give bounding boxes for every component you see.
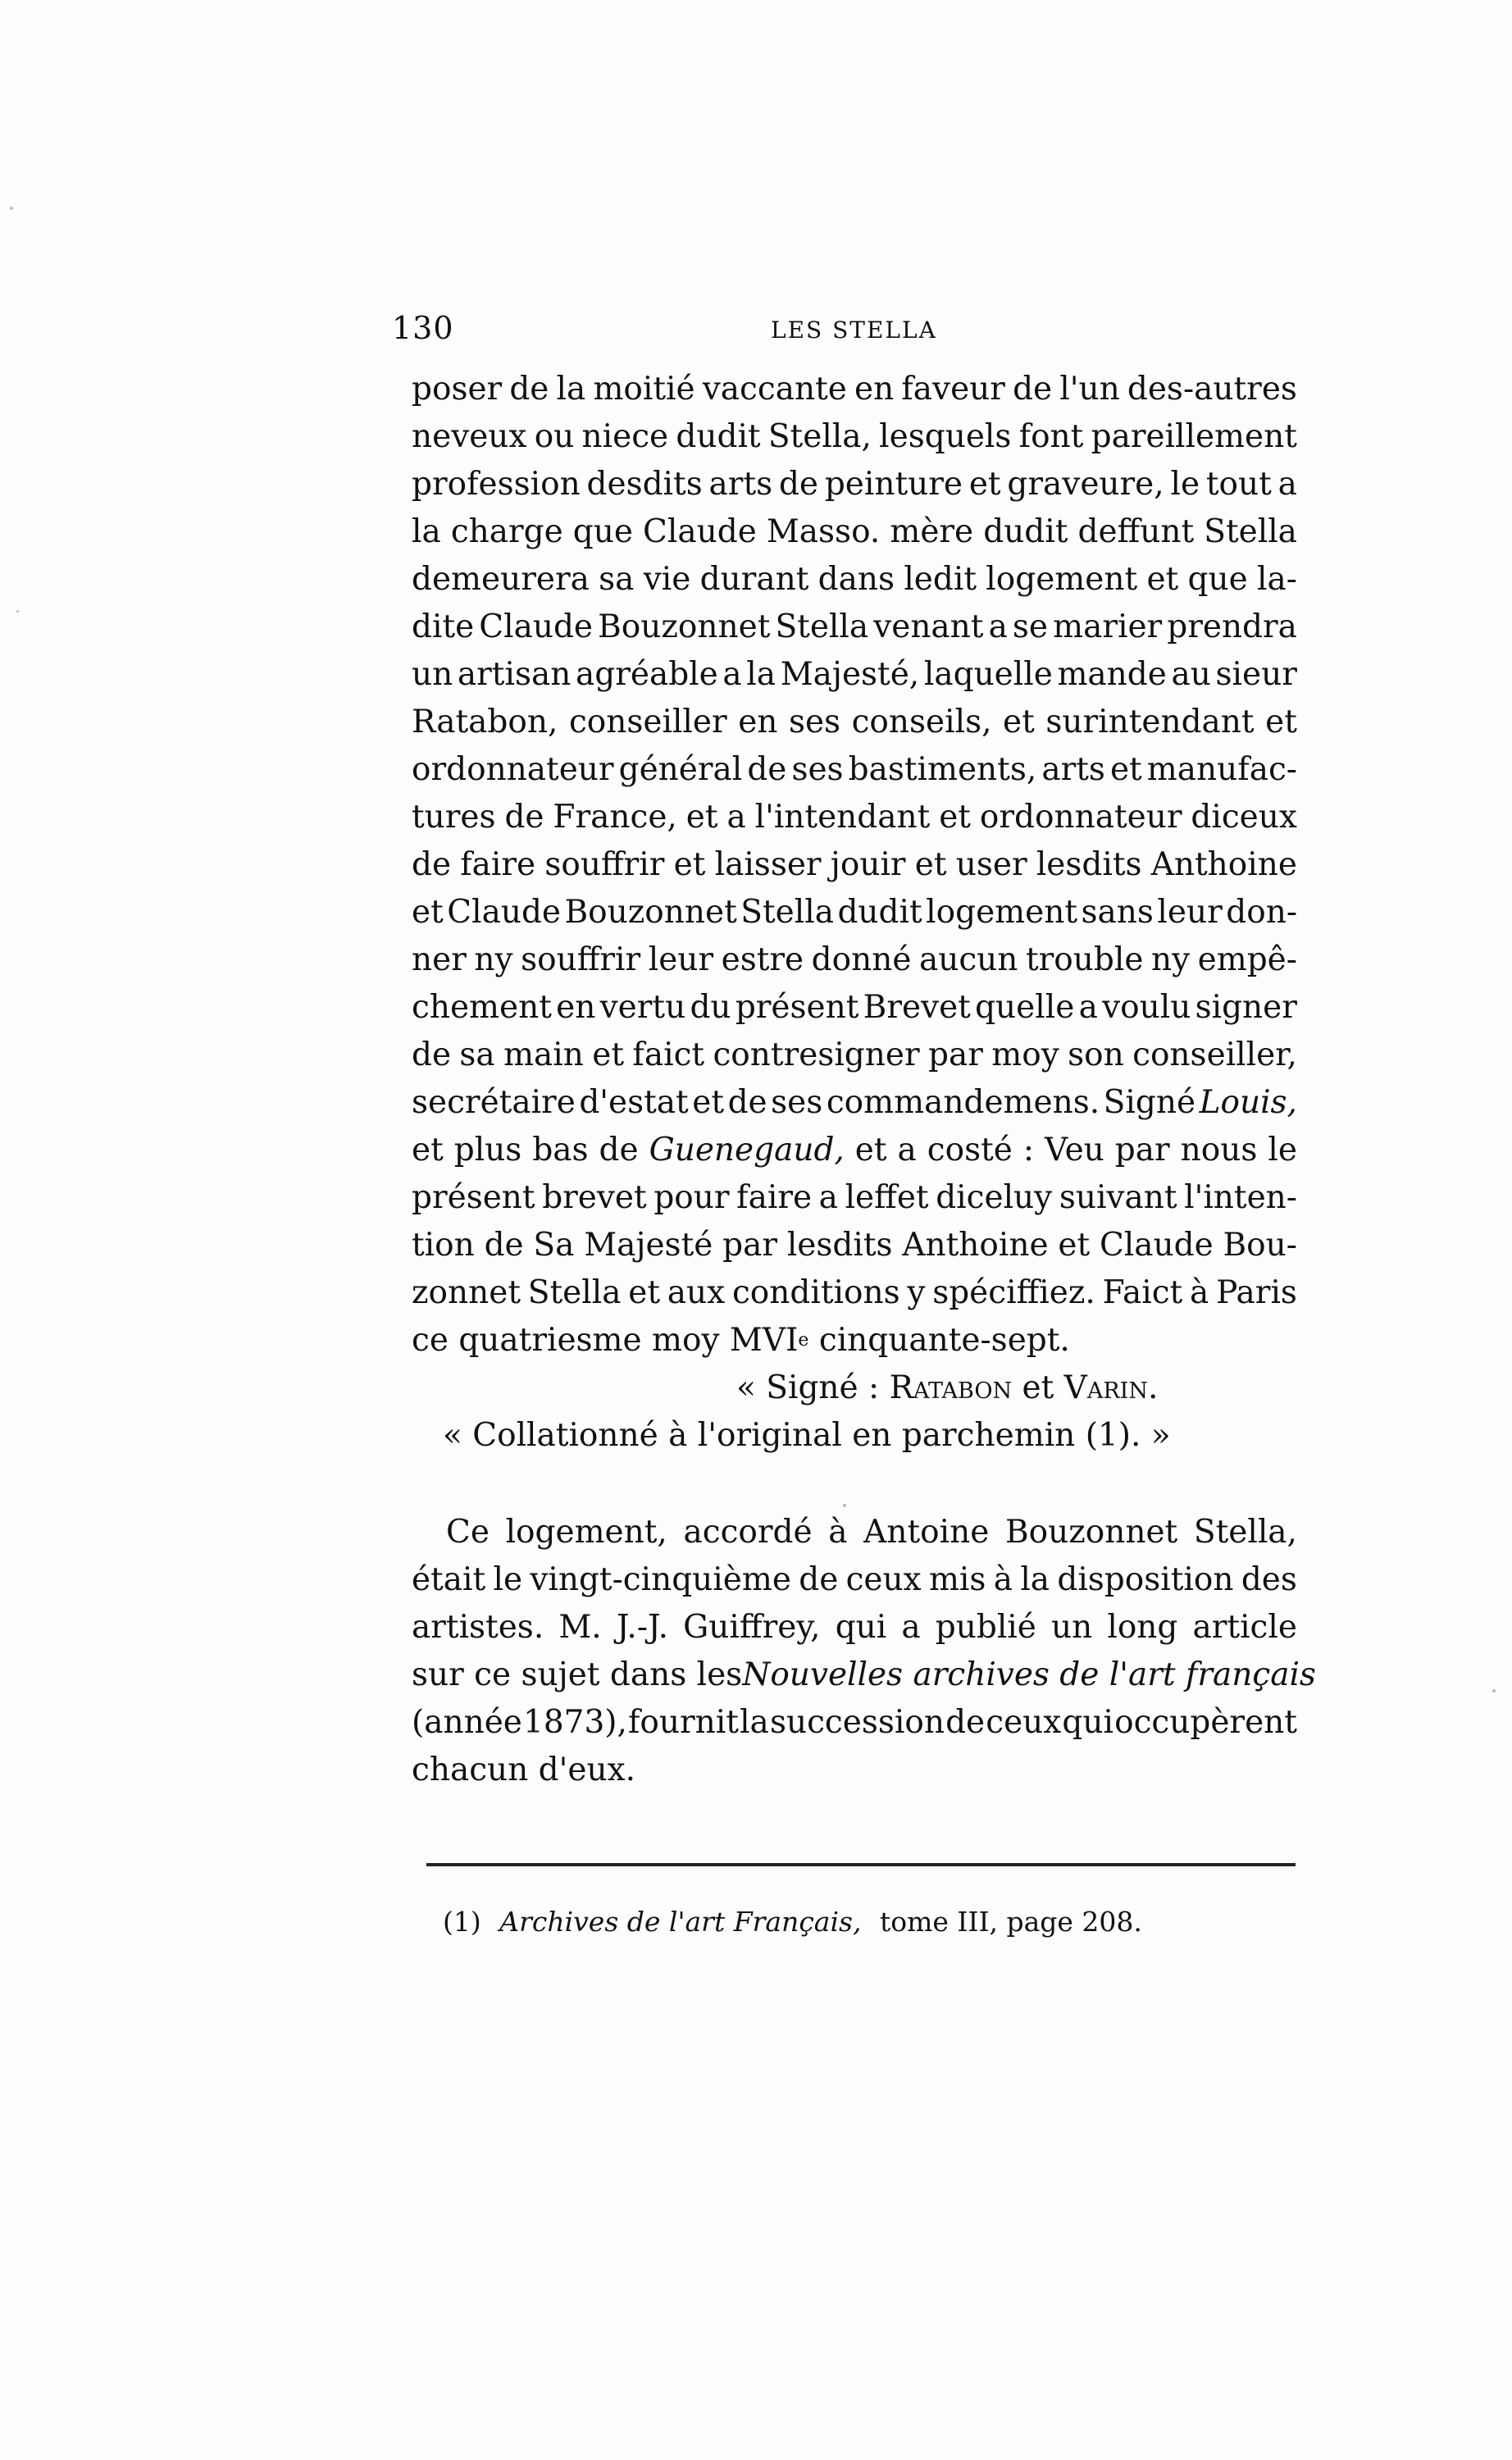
text-line <box>412 1079 1297 1127</box>
word: Louis, <box>1199 1084 1297 1121</box>
word: à <box>1190 1274 1209 1311</box>
text-line <box>412 699 1297 746</box>
footnote-marker: (1) <box>443 1906 481 1938</box>
word: se <box>1012 608 1049 645</box>
word: et <box>939 799 971 836</box>
word: niece <box>581 418 669 455</box>
word: et <box>412 1132 444 1168</box>
word: de <box>599 1132 639 1168</box>
word: dudit <box>983 513 1068 550</box>
word: qui <box>1062 1704 1114 1741</box>
word: conditions <box>731 1274 900 1311</box>
word: qui <box>835 1609 887 1646</box>
word: ses <box>788 704 841 740</box>
word: J.-J. <box>616 1609 668 1646</box>
word: Stella <box>740 894 834 931</box>
word: et <box>412 894 444 931</box>
word: sa <box>459 1036 495 1073</box>
word: par <box>722 1227 778 1264</box>
word: et <box>1265 704 1297 740</box>
word: venant <box>873 608 984 645</box>
text-line <box>412 936 1297 984</box>
word: Guiffrey, <box>683 1609 821 1646</box>
signature-line: « Signé : Ratabon et Varin. <box>736 1369 1159 1406</box>
word: Bouzonnet <box>564 894 737 931</box>
text-line <box>412 889 1297 936</box>
word: ceux <box>845 1561 922 1598</box>
word: ses <box>771 1084 823 1121</box>
word: en <box>738 704 778 740</box>
word: de <box>778 466 819 503</box>
word: et <box>914 846 947 883</box>
text-line <box>412 746 1297 794</box>
word: un <box>412 656 453 693</box>
word: Sa <box>533 1227 575 1264</box>
word: durant <box>699 561 809 598</box>
word: et <box>968 466 1001 503</box>
word: zonnet <box>412 1274 521 1311</box>
page-number: 130 <box>392 310 454 346</box>
word: Antoine <box>863 1514 990 1551</box>
word: don- <box>1226 894 1297 931</box>
word: charge <box>450 513 563 550</box>
word: leur <box>1157 894 1223 931</box>
word: la <box>412 513 441 550</box>
word: chement <box>412 989 552 1026</box>
word: Paris <box>1216 1274 1297 1311</box>
word: disposition <box>1057 1561 1234 1598</box>
paper-speck <box>10 207 13 210</box>
word: peinture <box>824 466 963 503</box>
word: ordonnateur <box>979 799 1182 836</box>
word: dudit <box>676 418 761 455</box>
word: main <box>503 1036 584 1073</box>
word: plus <box>453 1132 522 1168</box>
word: dans <box>817 561 895 598</box>
word: ny <box>474 941 513 978</box>
word: a <box>901 1609 921 1646</box>
word: Masso. <box>766 513 881 550</box>
word: Stella, <box>767 418 872 455</box>
word: publié <box>935 1609 1036 1646</box>
word: de <box>504 799 544 836</box>
word: contresigner <box>713 1036 920 1073</box>
word: arts <box>1041 751 1105 788</box>
word: que <box>572 513 633 550</box>
word: desdits <box>586 466 703 503</box>
word: de <box>727 1084 767 1121</box>
para2-line <box>412 1699 1297 1747</box>
word: la <box>556 371 586 408</box>
word: succession <box>769 1704 945 1741</box>
word: poser <box>412 371 503 408</box>
word: Stella <box>527 1274 622 1311</box>
word: en <box>556 989 596 1026</box>
word: M. <box>558 1609 602 1646</box>
word: Bouzonnet <box>598 608 771 645</box>
word: user <box>955 846 1027 883</box>
word: et <box>1003 704 1035 740</box>
word: et <box>673 846 706 883</box>
word: Majesté, <box>780 656 920 693</box>
paper-speck <box>16 610 19 613</box>
word: général <box>618 751 743 788</box>
footnote <box>443 1904 1296 1940</box>
word: en <box>854 371 895 408</box>
word: sa <box>599 561 635 598</box>
word: agréable <box>576 656 718 693</box>
word: arts <box>708 466 773 503</box>
word: et <box>685 799 718 836</box>
word: bastiments, <box>848 751 1037 788</box>
word: dudit <box>837 894 922 931</box>
word: moy <box>991 1036 1059 1073</box>
word: a <box>722 656 742 693</box>
word: Ratabon, <box>412 704 558 740</box>
word: Anthoine <box>1150 846 1297 883</box>
word: à <box>993 1561 1013 1598</box>
word: que <box>1187 561 1248 598</box>
word: spéciffiez. <box>932 1274 1095 1311</box>
word: du <box>690 989 731 1026</box>
word: le <box>1170 466 1200 503</box>
first-paragraph <box>412 366 1297 1317</box>
word: leffet <box>845 1179 929 1216</box>
text-line <box>412 984 1297 1032</box>
word: lesquels <box>879 418 1012 455</box>
word: diceux <box>1191 799 1297 836</box>
word: lesdits <box>1036 846 1142 883</box>
word: Anthoine <box>902 1227 1049 1264</box>
word: brevet <box>542 1179 647 1216</box>
word: leur <box>648 941 714 978</box>
word: prendra <box>1167 608 1297 645</box>
word: aucun <box>918 941 1018 978</box>
word: moitié <box>593 371 695 408</box>
word: y <box>907 1274 926 1311</box>
word: par <box>927 1036 983 1073</box>
word: a <box>726 799 746 836</box>
word: le <box>493 1561 523 1598</box>
word: a <box>1277 466 1297 503</box>
word: et <box>854 1132 887 1168</box>
word: suivant <box>1059 1179 1177 1216</box>
word: quelle <box>975 989 1075 1026</box>
word: ny <box>1150 941 1191 978</box>
word: artistes. <box>412 1609 544 1646</box>
word: mère <box>890 513 974 550</box>
word: de <box>799 1561 839 1598</box>
word: nous <box>1180 1132 1258 1168</box>
word: graveure, <box>1007 466 1164 503</box>
collation-line: « Collationné à l'original en parchemin (1). » <box>443 1417 1171 1454</box>
word: secrétaire <box>412 1084 576 1121</box>
roman-numeral: MVI <box>729 1322 799 1359</box>
word: conseiller <box>568 704 727 740</box>
word: et <box>628 1274 661 1311</box>
word: conseils, <box>851 704 992 740</box>
word: mande <box>1057 656 1167 693</box>
para2-line: chacun d'eux. <box>412 1752 635 1788</box>
word: ceux <box>986 1704 1062 1741</box>
word: et <box>592 1036 625 1073</box>
word: et <box>692 1084 725 1121</box>
word: de <box>412 846 452 883</box>
word: neveux <box>412 418 527 455</box>
word: tion <box>412 1227 475 1264</box>
word: Stella <box>1204 513 1297 550</box>
word: la <box>1020 1561 1050 1598</box>
journal-title: Nouvelles archives de l'art français <box>742 1656 1316 1693</box>
word: était <box>412 1561 486 1598</box>
word: conseiller, <box>1132 1036 1297 1073</box>
text-line <box>412 1127 1297 1174</box>
paper-speck <box>843 1504 846 1507</box>
text-line <box>412 366 1297 413</box>
word: occupèrent <box>1114 1704 1297 1741</box>
text-line <box>412 794 1297 841</box>
word: un <box>1050 1609 1093 1646</box>
word: faveur <box>901 371 1005 408</box>
word: sans <box>1081 894 1154 931</box>
word: deffunt <box>1077 513 1195 550</box>
word: logement <box>926 894 1078 931</box>
text-line <box>412 556 1297 604</box>
word: Stella <box>775 608 869 645</box>
word: souffrir <box>521 941 641 978</box>
text-line <box>412 841 1297 889</box>
word: logement, <box>505 1514 667 1551</box>
word: l'inten- <box>1184 1179 1297 1216</box>
word: ordonnateur <box>412 751 614 788</box>
word: vaccante <box>702 371 847 408</box>
word: Claude <box>447 894 561 931</box>
word: des <box>1241 1561 1297 1598</box>
word: empê- <box>1197 941 1297 978</box>
running-head <box>392 310 1294 351</box>
word: surintendant <box>1045 704 1255 740</box>
word: faire <box>736 1179 813 1216</box>
word: jouir <box>830 846 906 883</box>
word: la <box>740 1704 769 1741</box>
word: Ce <box>446 1514 490 1551</box>
text-line <box>412 508 1297 556</box>
word: faict <box>632 1036 705 1073</box>
word: des-autres <box>1127 371 1297 408</box>
word: tures <box>412 799 496 836</box>
para2-line: sur ce sujet dans les Nouvelles archives de l'art français <box>412 1651 1297 1699</box>
word: dite <box>412 608 475 645</box>
word: et <box>1109 751 1142 788</box>
word: Bouzonnet <box>1004 1514 1178 1551</box>
word: profession <box>412 466 581 503</box>
word: : <box>1022 1132 1035 1168</box>
word: Brevet <box>863 989 971 1026</box>
body-text <box>412 366 1316 1794</box>
word: a <box>897 1132 917 1168</box>
word: Claude <box>1099 1227 1214 1264</box>
word: long <box>1107 1609 1178 1646</box>
word: sieur <box>1215 656 1297 693</box>
word: présent <box>412 1179 535 1216</box>
text-line <box>412 1174 1297 1222</box>
word: commandemens. <box>826 1084 1100 1121</box>
word: de <box>747 751 787 788</box>
para2-line <box>412 1556 1297 1604</box>
word: Faict <box>1102 1274 1183 1311</box>
footnote-rule <box>426 1863 1296 1866</box>
word: et <box>1058 1227 1091 1264</box>
word: le <box>1268 1132 1297 1168</box>
word: font <box>1018 418 1084 455</box>
footnote-rest: tome III, page 208. <box>879 1906 1142 1938</box>
text-line <box>412 1269 1297 1317</box>
word: laquelle <box>923 656 1053 693</box>
word: la- <box>1256 561 1297 598</box>
word: France, <box>553 799 677 836</box>
word: a <box>1078 989 1098 1026</box>
word: lesdits <box>786 1227 893 1264</box>
word: marier <box>1053 608 1163 645</box>
word: a <box>818 1179 838 1216</box>
word: tout <box>1205 466 1272 503</box>
word: artisan <box>457 656 572 693</box>
word: de <box>484 1227 524 1264</box>
date-line: ce quatriesme moy MVI e cinquante-sept. <box>412 1317 1297 1364</box>
word: Veu <box>1045 1132 1104 1168</box>
word: son <box>1068 1036 1124 1073</box>
word: signer <box>1195 989 1297 1026</box>
running-title: LES STELLA <box>771 317 937 344</box>
word: présent <box>735 989 859 1026</box>
word: Claude <box>643 513 757 550</box>
word: voulu <box>1102 989 1191 1026</box>
para2-line <box>412 1604 1297 1651</box>
word: ou <box>534 418 575 455</box>
word: la <box>746 656 776 693</box>
paper-speck <box>1492 1689 1496 1692</box>
word: de <box>509 371 549 408</box>
word: Signé <box>1103 1084 1196 1121</box>
word: (année <box>412 1704 522 1741</box>
word: article <box>1192 1609 1297 1646</box>
word: faire <box>460 846 536 883</box>
word: Bou- <box>1223 1227 1297 1264</box>
text-line <box>412 461 1297 508</box>
word: de <box>945 1704 986 1741</box>
word: fournit <box>628 1704 739 1741</box>
word: Stella, <box>1193 1514 1297 1551</box>
word: au <box>1171 656 1211 693</box>
word: manufac- <box>1146 751 1297 788</box>
word: de <box>412 1036 452 1073</box>
para2-line <box>412 1509 1297 1556</box>
word: Majesté <box>584 1227 713 1264</box>
word: vingt-cinquième <box>530 1561 791 1598</box>
word: de <box>1013 371 1053 408</box>
text-line <box>412 413 1297 461</box>
word: ledit <box>904 561 977 598</box>
word: l'un <box>1059 371 1120 408</box>
word: par <box>1114 1132 1170 1168</box>
signatory-2: Varin. <box>1063 1369 1159 1406</box>
word: diceluy <box>936 1179 1053 1216</box>
word: bas <box>532 1132 589 1168</box>
word: pareillement <box>1091 418 1297 455</box>
word: laisser <box>714 846 822 883</box>
word: et <box>1146 561 1179 598</box>
footnote-citation: Archives de l'art Français, <box>499 1906 862 1938</box>
word: aux <box>667 1274 726 1311</box>
superscript: e <box>798 1330 809 1351</box>
word: trouble <box>1025 941 1144 978</box>
word: l'intendant <box>754 799 931 836</box>
word: demeurera <box>412 561 590 598</box>
word: à <box>828 1514 848 1551</box>
word: estre <box>721 941 804 978</box>
word: souffrir <box>544 846 665 883</box>
text-line <box>412 1222 1297 1269</box>
word: ses <box>791 751 844 788</box>
text-line <box>412 651 1297 699</box>
word: accordé <box>683 1514 813 1551</box>
word: vie <box>643 561 691 598</box>
text-line <box>412 1032 1297 1079</box>
word: a <box>988 608 1008 645</box>
word: Guenegaud, <box>649 1132 845 1168</box>
word: 1873), <box>523 1704 627 1741</box>
word: vertu <box>599 989 686 1026</box>
word: mis <box>928 1561 986 1598</box>
word: costé <box>927 1132 1013 1168</box>
second-paragraph <box>412 1509 1316 1794</box>
text-line <box>412 604 1297 651</box>
word: donné <box>811 941 912 978</box>
word: Claude <box>479 608 594 645</box>
signatory-1: Ratabon <box>889 1369 1013 1406</box>
word: pour <box>654 1179 730 1216</box>
word: logement <box>986 561 1138 598</box>
word: d'estat <box>579 1084 689 1121</box>
word: ner <box>412 941 467 978</box>
